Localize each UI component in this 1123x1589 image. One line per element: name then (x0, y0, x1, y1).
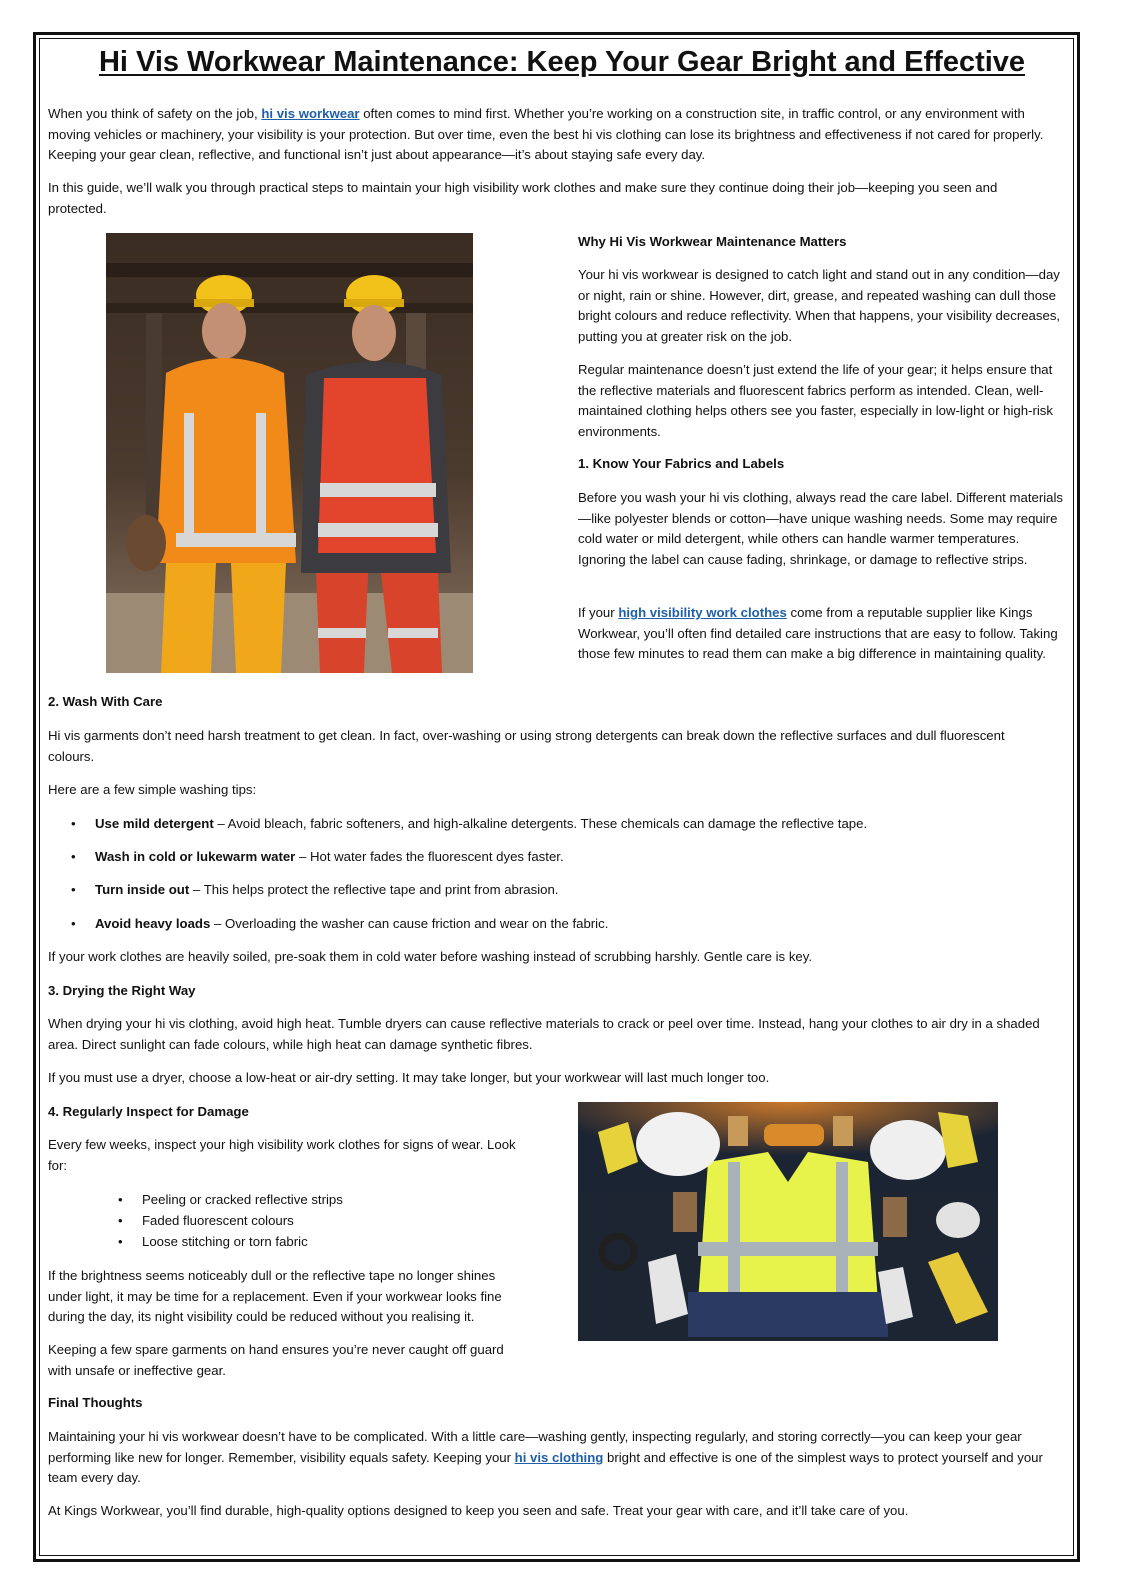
section-1-paragraph-2: If your high visibility work clothes come from a reputable supplier like Kings Workwear, you’ll often find detailed care instructions that are easy to follow. Taking those few minutes to read them can make a big difference in maintaining quality. (578, 605, 1058, 661)
section-2-paragraph-1: Hi vis garments don’t need harsh treatment to get clean. In fact, over-washing or using strong detergents can break down the reflective surfaces and dull fluorescent colours. (48, 728, 1005, 764)
list-item: • Turn inside out – This helps protect the reflective tape and print from abrasion. (71, 882, 559, 897)
hi-vis-workwear-link[interactable]: hi vis workwear (261, 106, 360, 121)
section-2-heading: 2. Wash With Care (48, 694, 163, 709)
section-3-heading: 3. Drying the Right Way (48, 983, 196, 998)
section-1-paragraph-1: Before you wash your hi vis clothing, always read the care label. Different materials—like polyester blends or cotton—have unique washing needs. Some may require cold water or mild detergent, while others can handle warmer temperatures. Ignoring the label can cause fading, shrinkage, or damage to reflective strips. (578, 490, 1064, 567)
section-4-heading: 4. Regularly Inspect for Damage (48, 1104, 249, 1119)
section-4-paragraph-3: Keeping a few spare garments on hand ensures you’re never caught off guard with unsafe or ineffective gear. (48, 1342, 504, 1378)
section-4-paragraph-2: If the brightness seems noticeably dull or the reflective tape no longer shines under light, it may be time for a replacement. Even if your workwear looks fine during the day, its night visibility could be reduced without you realising it. (48, 1268, 502, 1324)
list-item: • Use mild detergent – Avoid bleach, fabric softeners, and high-alkaline detergents. These chemicals can damage the reflective tape. (71, 816, 868, 831)
workers-photo (106, 233, 473, 673)
section-why-heading: Why Hi Vis Workwear Maintenance Matters (578, 234, 847, 249)
intro-paragraph-2: In this guide, we’ll walk you through practical steps to maintain your high visibility work clothes and make sure they continue doing their job—keeping you seen and protected. (48, 180, 998, 216)
list-item: • Peeling or cracked reflective strips (118, 1192, 343, 1207)
section-3-paragraph-1: When drying your hi vis clothing, avoid high heat. Tumble dryers can cause reflective materials to crack or peel over time. Instead, hang your clothes to air dry in a shaded area. Direct sunlight can fade colours, while high heat can damage synthetic fibres. (48, 1016, 1040, 1052)
section-4-paragraph-1: Every few weeks, inspect your high visibility work clothes for signs of wear. Look for: (48, 1137, 516, 1173)
list-item: • Faded fluorescent colours (118, 1213, 294, 1228)
safety-gear-photo (578, 1102, 998, 1341)
page-title: Hi Vis Workwear Maintenance: Keep Your Gear Bright and Effective (98, 46, 1026, 78)
section-2-paragraph-2: Here are a few simple washing tips: (48, 782, 257, 797)
final-thoughts-heading: Final Thoughts (48, 1395, 143, 1410)
section-3-paragraph-2: If you must use a dryer, choose a low-heat or air-dry setting. It may take longer, but your workwear will last much longer too. (48, 1070, 770, 1085)
list-item: • Wash in cold or lukewarm water – Hot water fades the fluorescent dyes faster. (71, 849, 564, 864)
high-visibility-work-clothes-link[interactable]: high visibility work clothes (618, 605, 787, 620)
why-paragraph-2: Regular maintenance doesn’t just extend the life of your gear; it helps ensure that the reflective materials and fluorescent fabrics perform as intended. Clean, well-maintained clothing helps others see you faster, especially in low-light or high-risk environments. (578, 362, 1053, 439)
final-paragraph-1: Maintaining your hi vis workwear doesn’t have to be complicated. With a little care—washing gently, inspecting regularly, and storing correctly—you can keep your gear performing like new for longer. Remember, visibility equals safety. Keeping your hi vis clothing bright and effective is one of the simplest ways to protect yourself and your team every day. (48, 1429, 1043, 1485)
list-item: • Loose stitching or torn fabric (118, 1234, 308, 1249)
why-paragraph-1: Your hi vis workwear is designed to catch light and stand out in any condition—day or night, rain or shine. However, dirt, grease, and repeated washing can dull those bright colours and reduce reflectivity. When that happens, your visibility decreases, putting you at greater risk on the job. (578, 267, 1061, 344)
section-1-heading: 1. Know Your Fabrics and Labels (578, 456, 785, 471)
list-item: • Avoid heavy loads – Overloading the washer can cause friction and wear on the fabric. (71, 916, 609, 931)
section-2-paragraph-3: If your work clothes are heavily soiled, pre-soak them in cold water before washing instead of scrubbing harshly. Gentle care is key. (48, 949, 813, 964)
intro-paragraph-1: When you think of safety on the job, hi vis workwear often comes to mind first. Whether you’re working on a construction site, in traffic control, or any environment with moving vehicles or machinery, your visibility is your protection. But over time, even the best hi vis clothing can lose its brightness and effectiveness if not cared for properly. Keeping your gear clean, reflective, and functional isn’t just about appearance—it’s about staying safe every day. (48, 106, 1044, 162)
final-paragraph-2: At Kings Workwear, you’ll find durable, high-quality options designed to keep you seen and safe. Treat your gear with care, and it’ll take care of you. (48, 1503, 909, 1518)
hi-vis-clothing-link[interactable]: hi vis clothing (514, 1449, 604, 1465)
